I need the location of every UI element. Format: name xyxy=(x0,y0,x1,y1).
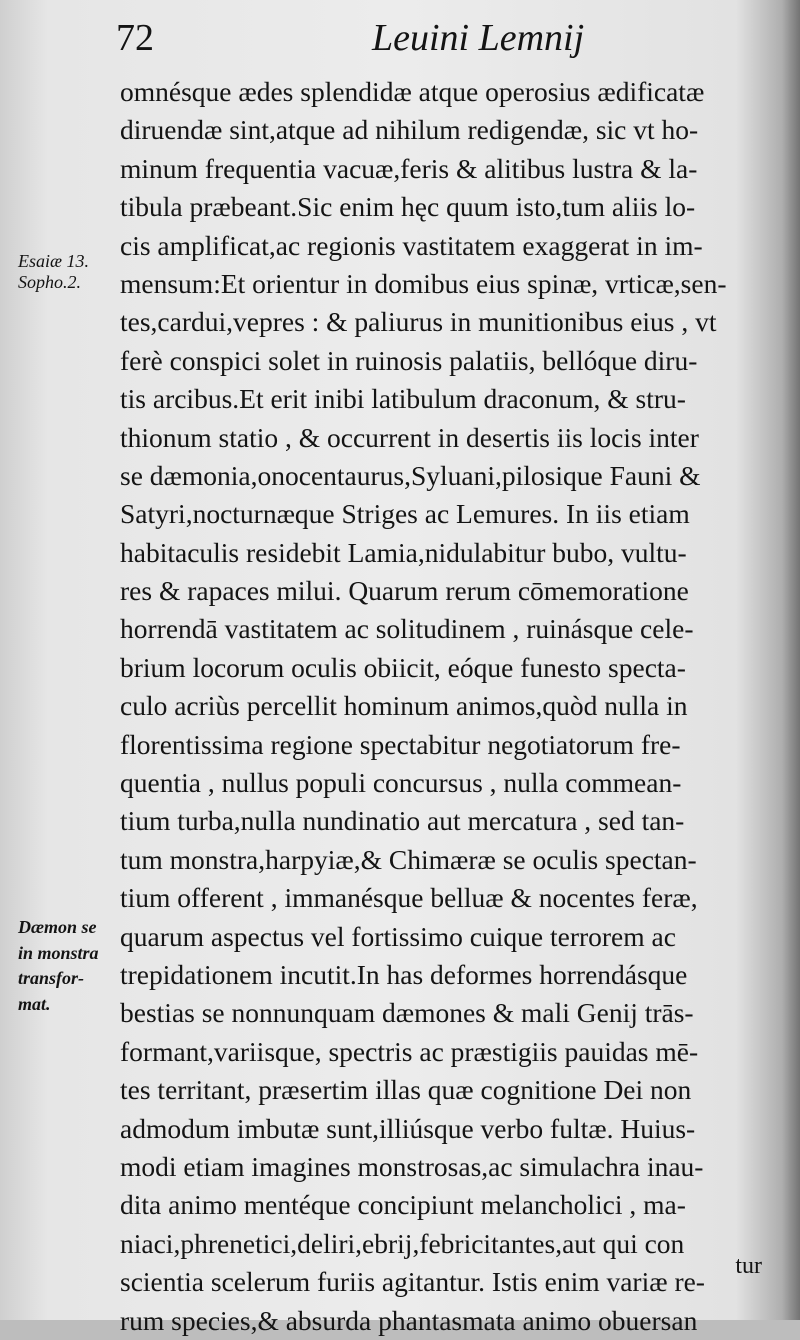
text-line: minum frequentia vacuæ,feris & alitibus lustra & la- xyxy=(120,152,698,184)
text-line: tium turba,nulla nundinatio aut mercatura , sed tan- xyxy=(120,805,685,837)
text-line: se dæmonia,onocentaurus,Syluani,pilosique Fauni & xyxy=(120,459,701,491)
margin-note-daemon xyxy=(18,915,99,1017)
page-edge-shadow xyxy=(782,0,800,1320)
margin-note-line: Dæmon se xyxy=(18,917,97,937)
text-line: tium offerent , immanésque belluæ & nocentes feræ, xyxy=(120,882,698,914)
text-line: omnésque ædes splendidæ atque operosius ædificatæ xyxy=(120,76,705,107)
text-line: tes territant, præsertim illas quæ cognitione Dei non xyxy=(120,1074,692,1106)
text-line: tum monstra,harpyiæ,& Chimæræ se oculis spectan- xyxy=(120,843,697,875)
text-line: res & rapaces milui. Quarum rerum cōmemoratione xyxy=(120,575,689,607)
text-line: Satyri,nocturnæque Striges ac Lemures. In iis etiam xyxy=(120,498,690,530)
text-line: scientia scelerum furiis agitantur. Istis enim variæ re- xyxy=(120,1266,705,1298)
page-number: 72 xyxy=(116,17,154,59)
text-line: habitaculis residebit Lamia,nidulabitur bubo, vultu- xyxy=(120,536,687,568)
text-line: culo acriùs percellit hominum animos,quòd nulla in xyxy=(120,690,688,722)
text-line: quentia , nullus populi concursus , nulla commean- xyxy=(120,767,682,799)
page-header xyxy=(0,10,800,70)
catchword: tur xyxy=(735,1253,762,1279)
text-line: admodum imbutæ sunt,illiúsque verbo fultæ. Huius- xyxy=(120,1112,696,1144)
body-text xyxy=(120,73,770,1340)
text-line: tis arcibus.Et erit inibi latibulum draconum, & stru- xyxy=(120,383,686,415)
margin-note-line: Esaiæ 13. xyxy=(18,251,90,271)
text-line: modi etiam imagines monstrosas,ac simulachra inau- xyxy=(120,1150,704,1182)
text-line: tibula præbeant.Sic enim hęc quum isto,tum aliis lo- xyxy=(120,191,696,223)
text-line: quarum aspectus vel fortissimo cuique terrorem ac xyxy=(120,920,676,952)
text-line: horrendā vastitatem ac solitudinem , ruinásque cele- xyxy=(120,613,694,645)
margin-note-scripture-reference xyxy=(18,251,89,293)
margin-note-line: transfor- xyxy=(18,968,85,988)
text-line: bestias se nonnunquam dæmones & mali Genij trās- xyxy=(120,997,694,1029)
running-head: Leuini Lemnij xyxy=(372,17,585,59)
text-line: rum species,& absurda phantasmata animo obuersan xyxy=(120,1304,698,1336)
text-line: cis amplificat,ac regionis vastitatem exaggerat in im- xyxy=(120,229,703,261)
text-line: diruendæ sint,atque ad nihilum redigendæ, sic vt ho- xyxy=(120,114,699,146)
text-line: tes,cardui,vepres : & paliurus in munitionibus eius , vt xyxy=(120,306,717,338)
margin-note-line: in monstra xyxy=(18,942,99,963)
margin-note-line: mat. xyxy=(18,993,51,1014)
text-line: formant,variisque, spectris ac præstigiis pauidas mē- xyxy=(120,1035,699,1067)
text-line: ferè conspici solet in ruinosis palatiis, bellóque diru- xyxy=(120,344,698,376)
margin-note-line: Sopho.2. xyxy=(18,272,81,292)
text-line: mensum:Et orientur in domibus eius spinæ, vrticæ,sen- xyxy=(120,267,727,299)
text-line: niaci,phrenetici,deliri,ebrij,febricitantes,aut qui con xyxy=(120,1227,685,1259)
text-line: florentissima regione spectabitur negotiatorum fre- xyxy=(120,728,681,760)
text-line: thionum statio , & occurrent in desertis iis locis inter xyxy=(120,421,699,453)
text-line: trepidationem incutit.In has deformes horrendásque xyxy=(120,958,688,990)
text-line: dita animo mentéque concipiunt melancholici , ma- xyxy=(120,1189,686,1221)
text-line: brium locorum oculis obiicit, eóque funesto specta- xyxy=(120,651,686,683)
